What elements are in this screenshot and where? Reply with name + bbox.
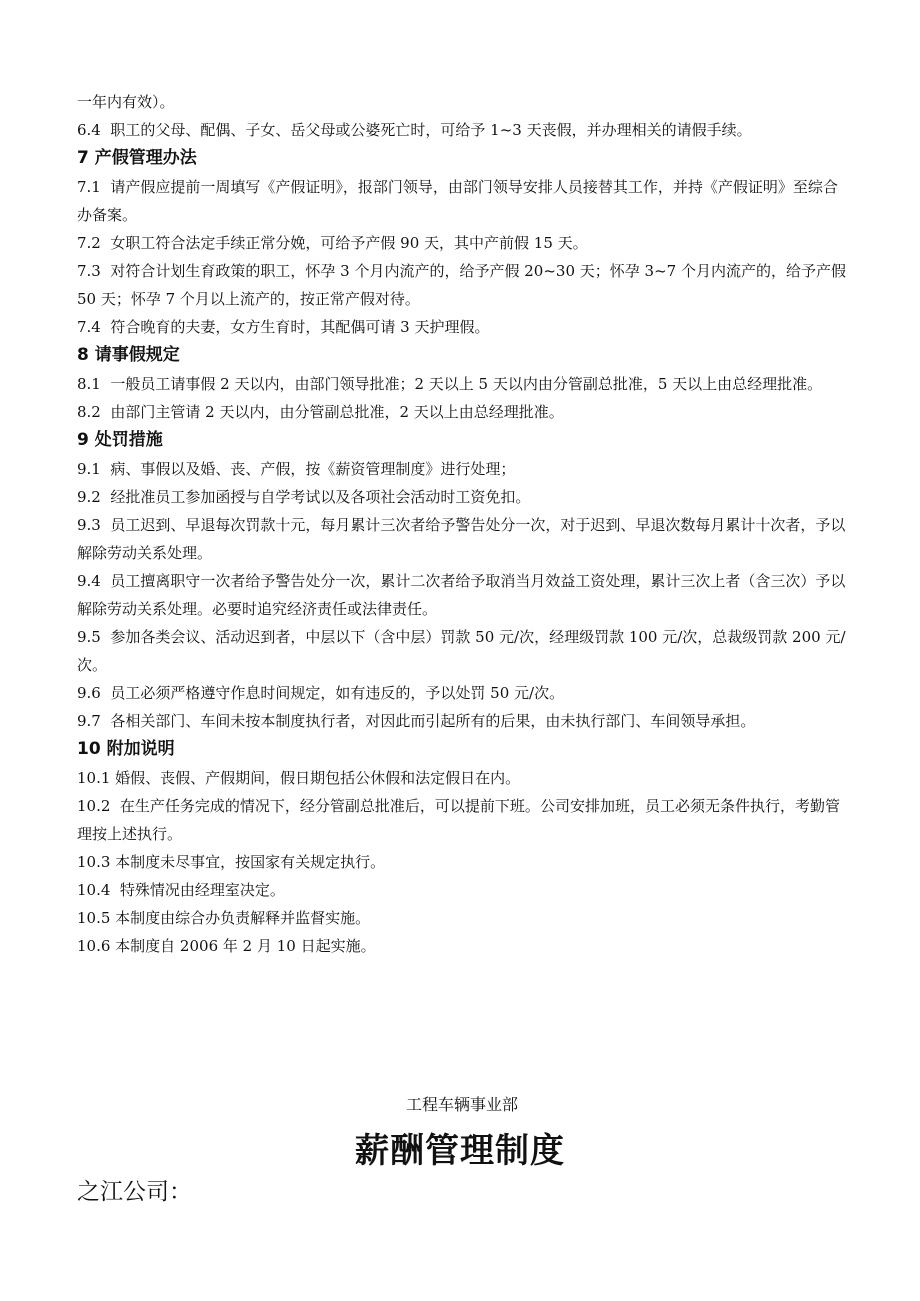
section-personal-leave [77,341,847,426]
section-heading: 9 处罚措施 [77,430,163,450]
document-title: 薪酬管理制度 [355,1131,565,1171]
section-heading: 10 附加说明 [77,739,175,759]
paragraph: 7.2 女职工符合法定手续正常分娩，可给予产假 90 天，其中产前假 15 天。 [77,234,588,252]
paragraph: 8.1 一般员工请事假 2 天以内，由部门领导批准；2 天以上 5 天以内由分管副总批准，5 天以上由总经理批准。 [77,375,823,393]
paragraph: 10.1 婚假、丧假、产假期间，假日期包括公休假和法定假日在内。 [77,769,521,787]
paragraph: 9.5 参加各类会议、活动迟到者，中层以下（含中层）罚款 50 元/次，经理级罚款 100 元/次，总裁级罚款 200 元/次。 [77,628,846,674]
paragraph: 9.4 员工擅离职守一次者给予警告处分一次，累计二次者给予取消当月效益工资处理，累计三次上者（含三次）予以解除劳动关系处理。必要时追究经济责任或法律责任。 [77,572,846,618]
paragraph: 8.2 由部门主管请 2 天以内，由分管副总批准，2 天以上由总经理批准。 [77,403,564,421]
company-label: 之江公司： [77,1179,192,1205]
section-penalties [77,426,847,735]
paragraph: 7.4 符合晚育的夫妻，女方生育时，其配偶可请 3 天护理假。 [77,318,490,336]
paragraph: 9.6 员工必须严格遵守作息时间规定，如有违反的，予以处罚 50 元/次。 [77,684,565,702]
paragraph: 9.2 经批准员工参加函授与自学考试以及各项社会活动时工资免扣。 [77,488,531,506]
section-heading: 7 产假管理办法 [77,148,197,168]
section-heading: 8 请事假规定 [77,345,180,365]
paragraph: 10.4 特殊情况由经理室决定。 [77,881,285,899]
department-name: 工程车辆事业部 [405,1095,518,1114]
section-maternity-leave [77,144,851,341]
paragraph: 一年内有效）。 [77,93,175,111]
section-leave-continued [77,88,847,144]
paragraph: 10.2 在生产任务完成的情况下，经分管副总批准后，可以提前下班。公司安排加班，员工必须无条件执行，考勤管理按上述执行。 [77,797,840,843]
paragraph: 10.5 本制度由综合办负责解释并监督实施。 [77,909,371,927]
next-document-header [0,1092,920,1174]
paragraph: 9.7 各相关部门、车间未按本制度执行者，对因此而引起所有的后果，由未执行部门、车间领导承担。 [77,712,756,730]
paragraph: 9.3 员工迟到、早退每次罚款十元，每月累计三次者给予警告处分一次，对于迟到、早退次数每月累计十次者，予以解除劳动关系处理。 [77,516,846,562]
section-additional-notes [77,735,847,960]
paragraph: 10.6 本制度自 2006 年 2 月 10 日起实施。 [77,937,376,955]
paragraph: 7.1 请产假应提前一周填写《产假证明》，报部门领导，由部门领导安排人员接替其工作，并持《产假证明》至综合办备案。 [77,178,838,224]
paragraph: 9.1 病、事假以及婚、丧、产假，按《薪资管理制度》进行处理； [77,460,516,478]
paragraph: 7.3 对符合计划生育政策的职工，怀孕 3 个月内流产的，给予产假 20~30 天；怀孕 3~7 个月内流产的，给予产假 50 天；怀孕 7 个月以上流产的，按正常产假对待。 [77,262,851,308]
paragraph: 10.3 本制度未尽事宜，按国家有关规定执行。 [77,853,386,871]
paragraph: 6.4 职工的父母、配偶、子女、岳父母或公婆死亡时，可给予 1~3 天丧假，并办理相关的请假手续。 [77,121,752,139]
document-body [77,88,851,960]
